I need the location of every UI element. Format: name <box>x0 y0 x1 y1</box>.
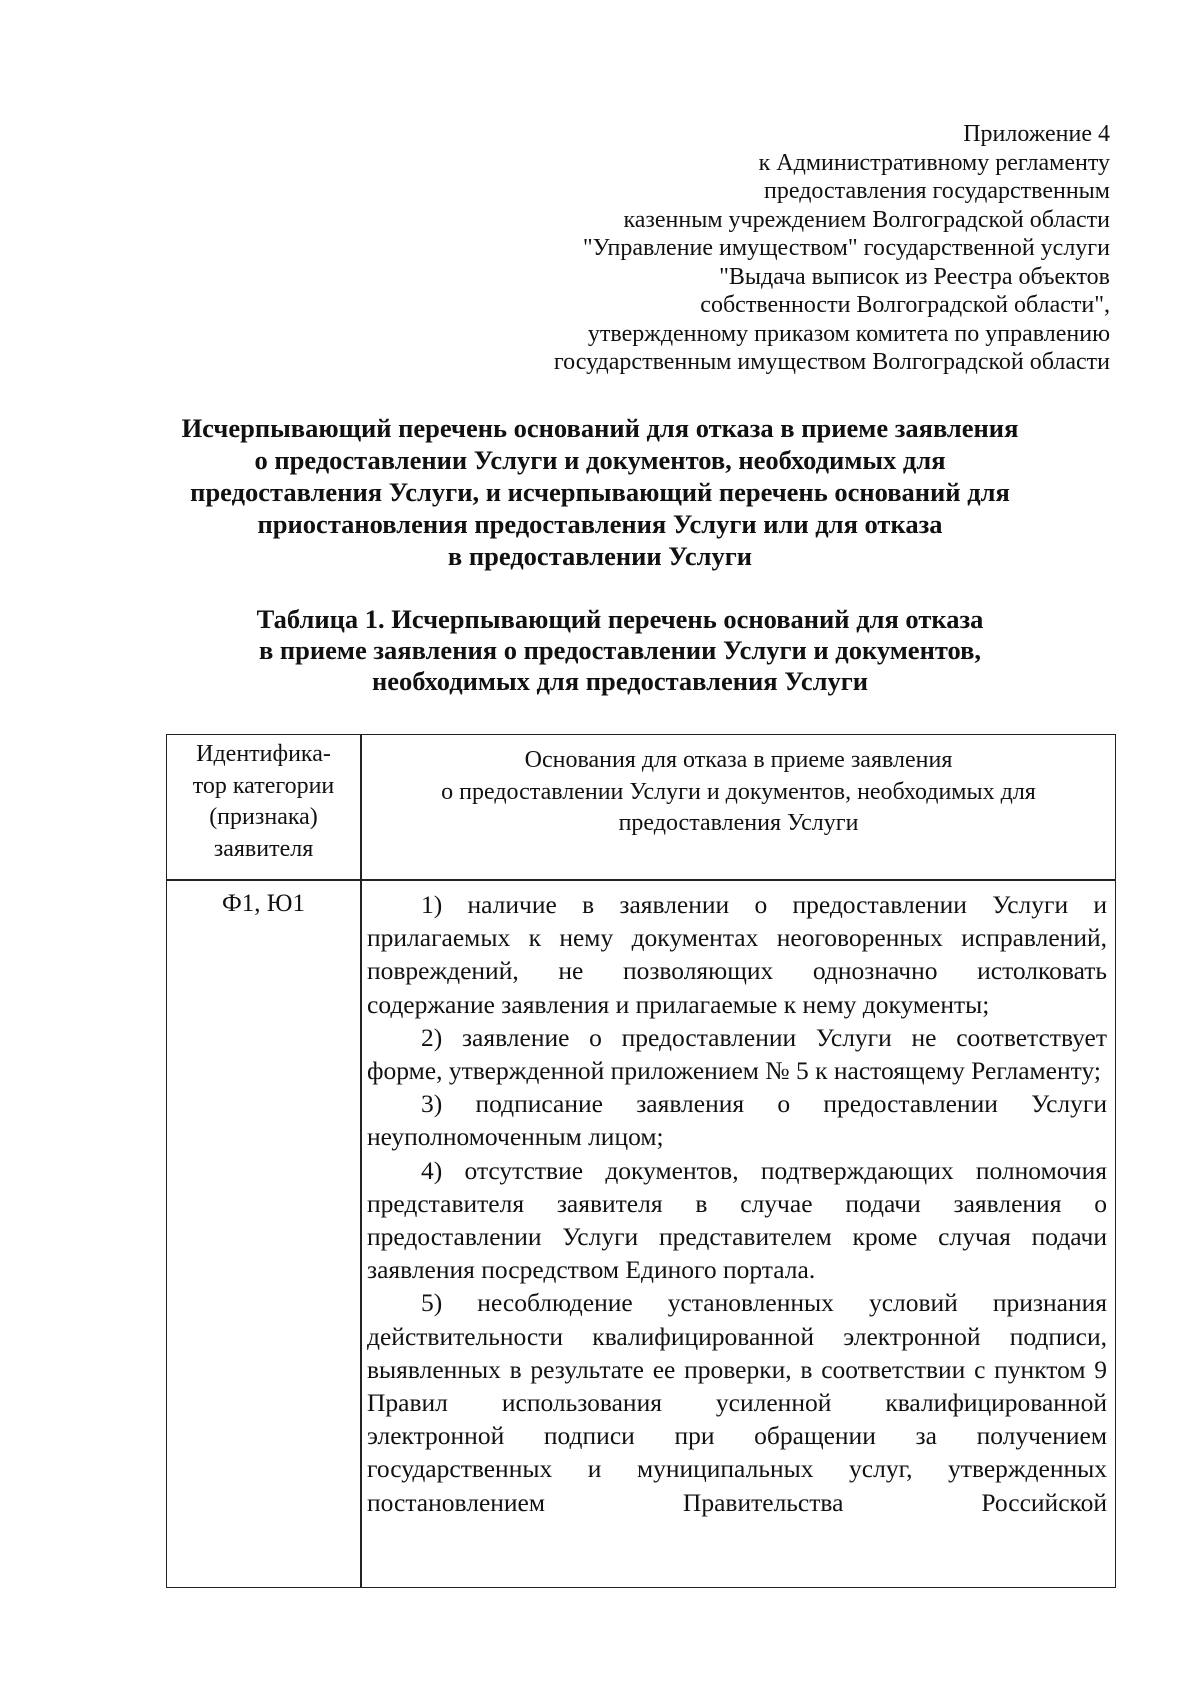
appendix-line: "Управление имуществом" государственной услуги <box>582 235 1110 261</box>
title-line: предоставления Услуги, и исчерпывающий перечень оснований для <box>190 477 1010 507</box>
table-column-divider <box>360 735 362 1587</box>
header-line: о предоставлении Услуги и документов, необходимых для <box>441 778 1036 805</box>
title-line: в предоставлении Услуги <box>447 541 753 571</box>
title-line: о предоставлении Услуги и документов, необходимых для <box>254 445 946 475</box>
ground-item-5: 5) несоблюдение установленных условий признания действительности квалифицированной электронной подписи, выявленных в результате ее проверки, в соответствии с пунктом 9 Правил использования усиленной квалифицированной электронной подписи при обращении за получением государственных и муниципальных услуг, утвержденных постановлением Правительства Российской <box>367 1288 1107 1517</box>
table-caption <box>170 604 1070 697</box>
header-line: Идентифика- <box>196 741 331 767</box>
caption-line: необходимых для предоставления Услуги <box>371 666 869 696</box>
ground-item-2: 2) заявление о предоставлении Услуги не соответствует форме, утвержденной приложением № 5 к настоящему Регламенту; <box>367 1022 1107 1086</box>
header-line: (признака) <box>209 804 318 830</box>
header-applicant-category <box>167 739 360 865</box>
appendix-line: государственным имуществом Волгоградской области <box>553 349 1110 375</box>
appendix-line: утвержденному приказом комитета по управлению <box>587 320 1110 347</box>
header-line: тор категории <box>192 772 335 799</box>
refusal-grounds-list <box>367 888 1107 1519</box>
appendix-reference <box>554 120 1110 377</box>
appendix-line: собственности Волгоградской области", <box>700 292 1110 318</box>
header-line: предоставления Услуги <box>618 810 859 836</box>
caption-line: Таблица 1. Исчерпывающий перечень оснований для отказа <box>256 604 984 634</box>
document-title <box>150 412 1050 572</box>
ground-item-1: 1) наличие в заявлении о предоставлении Услуги и прилагаемых к нему документах неоговоренных исправлений, повреждений, не позволяющих однозначно истолковать содержание заявления и прилагаемые к нему документы; <box>367 890 1107 1019</box>
caption-line: в приеме заявления о предоставлении Услуги и документов, <box>258 635 982 665</box>
appendix-line: "Выдача выписок из Реестра объектов <box>719 263 1110 290</box>
header-refusal-grounds <box>362 745 1115 840</box>
appendix-line: предоставления государственным <box>764 178 1110 204</box>
appendix-line: Приложение 4 <box>963 121 1110 147</box>
appendix-line: казенным учреждением Волгоградской области <box>623 206 1110 233</box>
title-line: приостановления предоставления Услуги или для отказа <box>257 509 943 539</box>
ground-item-4: 4) отсутствие документов, подтверждающих полномочия представителя заявителя в случае подачи заявления о предоставлении Услуги представителем кроме случая подачи заявления посредством Единого портала. <box>367 1155 1107 1285</box>
appendix-line: к Административному регламенту <box>758 149 1110 176</box>
table-header-divider <box>167 879 1115 881</box>
title-line: Исчерпывающий перечень оснований для отказа в приеме заявления <box>181 413 1019 443</box>
ground-item-3: 3) подписание заявления о предоставлении Услуги неуполномоченным лицом; <box>367 1089 1107 1152</box>
applicant-category-id: Ф1, Ю1 <box>222 890 305 917</box>
header-line: заявителя <box>213 835 314 862</box>
grounds-table <box>166 734 1116 1588</box>
header-line: Основания для отказа в приеме заявления <box>524 747 953 773</box>
